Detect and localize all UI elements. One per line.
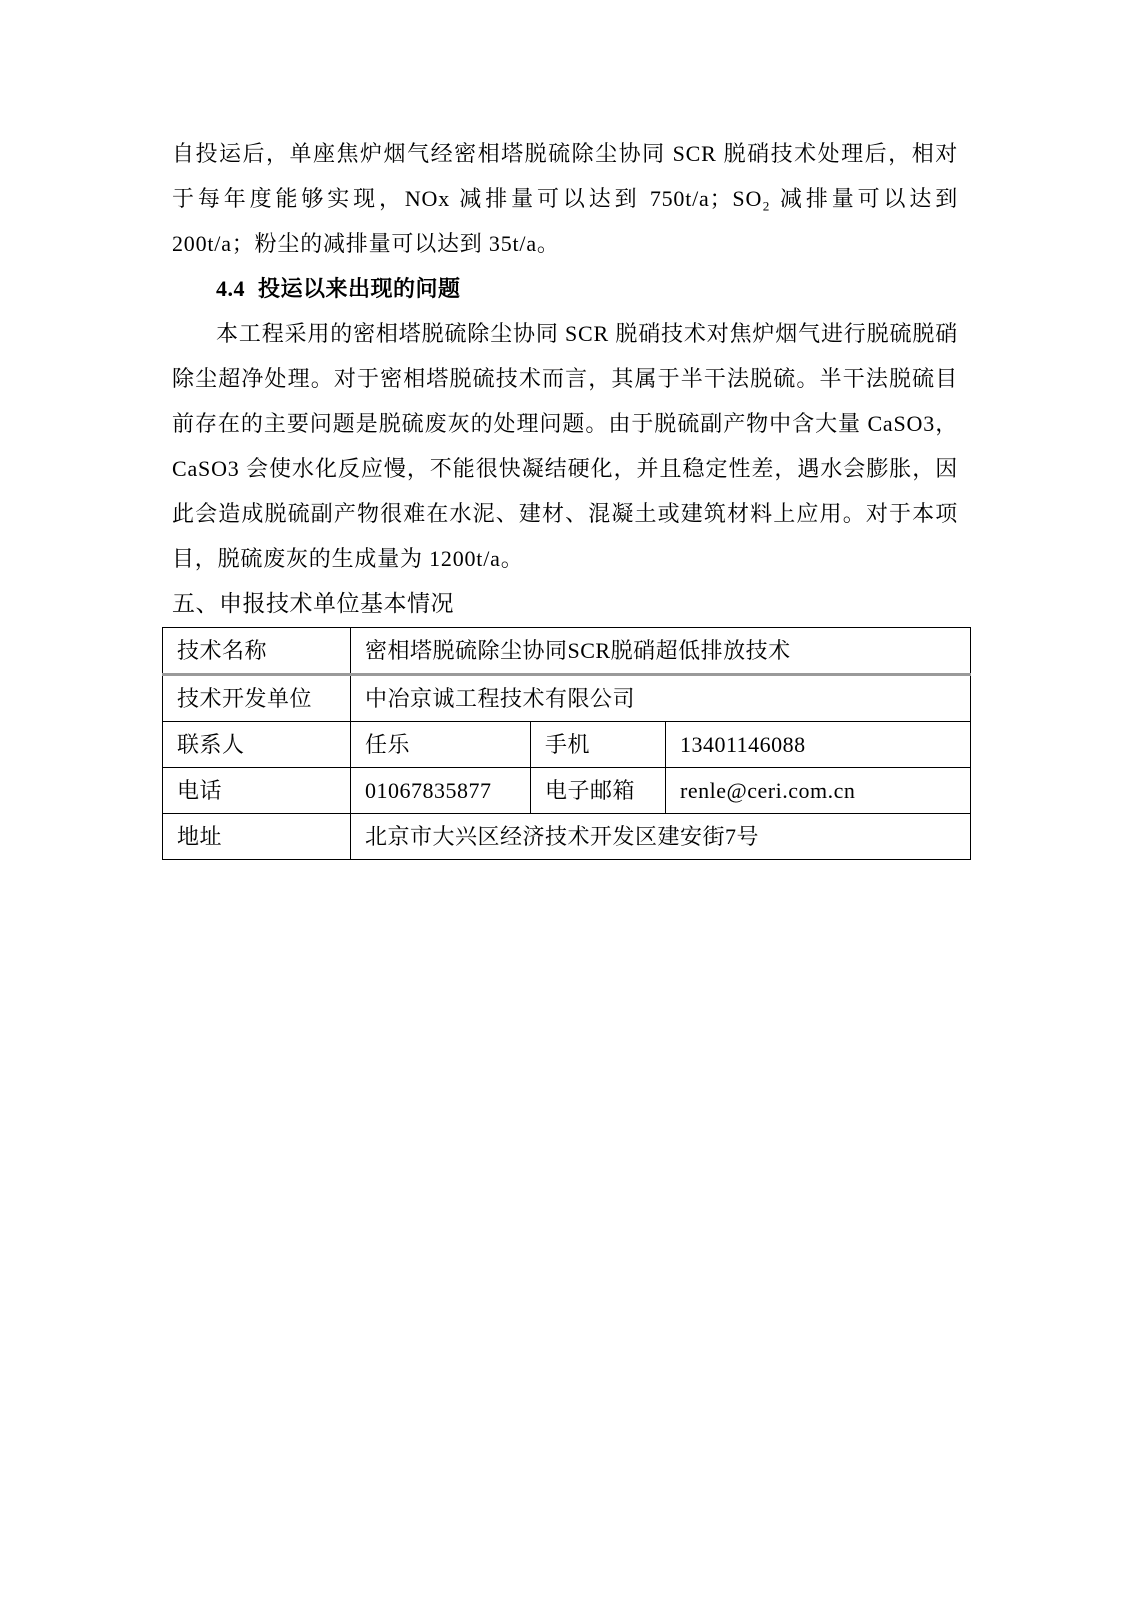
cell-developer-value: 中冶京诚工程技术有限公司 xyxy=(351,675,971,722)
section-5-heading: 五、申报技术单位基本情况 xyxy=(172,591,454,616)
heading-4-4-number: 4.4 xyxy=(216,276,245,301)
unit-info-table xyxy=(162,627,971,860)
cell-developer-label: 技术开发单位 xyxy=(163,675,351,722)
cell-contact-label: 联系人 xyxy=(163,722,351,768)
table-row-phone xyxy=(163,768,971,814)
cell-address-label: 地址 xyxy=(163,814,351,860)
cell-mobile-label: 手机 xyxy=(531,722,666,768)
cell-email-value: renle@ceri.com.cn xyxy=(666,768,971,814)
cell-email-label: 电子邮箱 xyxy=(531,768,666,814)
heading-4-4-title: 投运以来出现的问题 xyxy=(258,276,461,301)
heading-4-4 xyxy=(172,266,958,311)
table-row-tech-name xyxy=(163,628,971,675)
table-row-developer xyxy=(163,675,971,722)
paragraph-problems-since-operation: 本工程采用的密相塔脱硫除尘协同 SCR 脱硝技术对焦炉烟气进行脱硫脱硝除尘超净处理。对于密相塔脱硫技术而言，其属于半干法脱硫。半干法脱硫目前存在的主要问题是脱硫废灰的处理问题。由于脱硫副产物中含大量 CaSO3，CaSO3 会使水化反应慢，不能很快凝结硬化，并且稳定性差，遇水会膨胀，因此会造成脱硫副产物很难在水泥、建材、混凝土或建筑材料上应用。对于本项目，脱硫废灰的生成量为 1200t/a。 xyxy=(172,321,958,571)
paragraph-emission-reduction: 自投运后，单座焦炉烟气经密相塔脱硫除尘协同 SCR 脱硝技术处理后，相对于每年度能够实现，NOx 减排量可以达到 750t/a；SO₂ 减排量可以达到 200t/a；粉尘的减排量可以达到 35t/a。 xyxy=(172,141,958,256)
cell-mobile-value: 13401146088 xyxy=(666,722,971,768)
cell-contact-value: 任乐 xyxy=(351,722,531,768)
cell-tech-name-value: 密相塔脱硫除尘协同SCR脱硝超低排放技术 xyxy=(351,628,971,675)
table-row-address xyxy=(163,814,971,860)
cell-tech-name-label: 技术名称 xyxy=(163,628,351,675)
cell-address-value: 北京市大兴区经济技术开发区建安街7号 xyxy=(351,814,971,860)
cell-phone-label: 电话 xyxy=(163,768,351,814)
table-row-contact xyxy=(163,722,971,768)
cell-phone-value: 01067835877 xyxy=(351,768,531,814)
